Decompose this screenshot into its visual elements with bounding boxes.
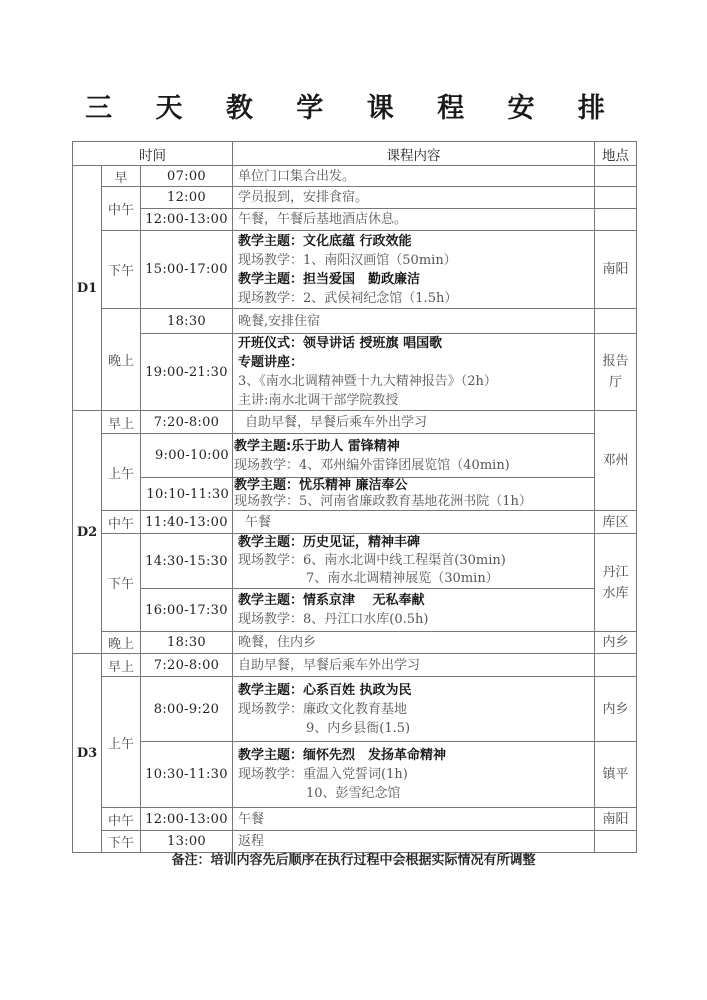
location	[595, 166, 637, 187]
content-line: 开班仪式：领导讲话 授班旗 唱国歌	[238, 336, 443, 351]
time: 12:00	[141, 187, 233, 209]
location	[595, 187, 637, 209]
content-line: 自助早餐，早餐后乘车外出学习	[238, 657, 421, 673]
table-row	[73, 411, 637, 434]
table-row	[73, 231, 637, 309]
content-line: 7、南水北调精神展览（30min）	[306, 571, 499, 586]
content-line: 10、彭雪纪念馆	[306, 786, 401, 801]
content-line: 教学主题：情系京津 无私奉献	[238, 593, 425, 608]
table-row	[73, 511, 637, 534]
content	[233, 589, 595, 632]
location: 丹江水库	[595, 534, 637, 632]
content-line: 现场教学：廉政文化教育基地	[238, 701, 408, 717]
day-label: D2	[73, 411, 102, 654]
content-line: 现场教学：4、邓州编外雷锋团展览馆（40min)	[234, 457, 510, 473]
time: 8:00-9:20	[141, 677, 233, 742]
content-line: 晚餐，住内乡	[238, 635, 317, 650]
content-line: 主讲:南水北调干部学院教授	[238, 393, 399, 408]
period: 上午	[102, 677, 141, 808]
time: 07:00	[141, 166, 233, 187]
period: 下午	[102, 534, 141, 632]
content-line: 单位门口集合出发。	[238, 168, 356, 184]
content-line: 现场教学：6、南水北调中线工程渠首(30min)	[238, 553, 506, 568]
period: 早	[102, 166, 141, 187]
table-row	[73, 334, 637, 411]
content-line: 学员报到，安排食宿。	[238, 190, 369, 205]
content	[233, 632, 595, 654]
content-line: 现场教学：1、南阳汉画馆（50min）	[238, 252, 457, 268]
content	[233, 434, 595, 478]
location: 内乡	[595, 677, 637, 742]
period: 晚上	[102, 309, 141, 411]
location	[595, 654, 637, 677]
time: 9:00-10:00	[141, 434, 233, 478]
location: 镇平	[595, 742, 637, 808]
table-row	[73, 677, 637, 742]
period: 上午	[102, 434, 141, 511]
time: 7:20-8:00	[141, 411, 233, 434]
header-location: 地点	[595, 142, 637, 166]
content	[233, 309, 595, 334]
content-line: 现场教学：重温入党誓词(1h)	[238, 767, 408, 782]
header-time: 时间	[73, 142, 233, 166]
content-line: 返程	[238, 834, 265, 849]
time: 19:00-21:30	[141, 334, 233, 411]
content-line: 教学主题：担当爱国 勤政廉洁	[238, 271, 421, 287]
time: 12:00-13:00	[141, 808, 233, 831]
header-content: 课程内容	[233, 142, 595, 166]
day-label: D3	[73, 654, 102, 853]
period: 中午	[102, 511, 141, 534]
table-row	[73, 187, 637, 209]
content-line: 现场教学：2、武侯祠纪念馆（1.5h）	[238, 290, 458, 306]
location	[595, 209, 637, 231]
table-row	[73, 632, 637, 654]
time: 18:30	[141, 632, 233, 654]
time: 11:40-13:00	[141, 511, 233, 534]
time: 10:30-11:30	[141, 742, 233, 808]
time: 12:00-13:00	[141, 209, 233, 231]
table-row	[73, 808, 637, 831]
location: 库区	[595, 511, 637, 534]
content-line: 教学主题：忧乐精神 廉洁奉公	[234, 478, 408, 493]
content	[233, 478, 595, 511]
content	[233, 166, 595, 187]
table-row	[73, 589, 637, 632]
time: 13:00	[141, 831, 233, 853]
schedule-table	[72, 141, 637, 853]
content-line: 午餐	[245, 514, 272, 530]
page-title: 三 天 教 学 课 程 安 排	[85, 93, 622, 124]
table-row	[73, 209, 637, 231]
content-line: 自助早餐，早餐后乘车外出学习	[245, 414, 428, 430]
content	[233, 411, 595, 434]
content-line: 3、《南水北调精神暨十九大精神报告》（2h）	[238, 374, 497, 389]
content	[233, 334, 595, 411]
content-line: 9、内乡县衙(1.5)	[306, 720, 411, 736]
content-line: 教学主题:乐于助人 雷锋精神	[234, 438, 400, 454]
period: 早上	[102, 654, 141, 677]
location: 南阳	[595, 231, 637, 309]
table-row	[73, 309, 637, 334]
content-line: 教学主题：心系百姓 执政为民	[238, 682, 412, 698]
content	[233, 209, 595, 231]
content	[233, 231, 595, 309]
table-row	[73, 534, 637, 589]
content	[233, 187, 595, 209]
content-line: 午餐，午餐后基地酒店休息。	[238, 212, 408, 227]
location: 内乡	[595, 632, 637, 654]
time: 10:10-11:30	[141, 478, 233, 511]
content	[233, 654, 595, 677]
content	[233, 808, 595, 831]
content-line: 教学主题：缅怀先烈 发扬革命精神	[238, 748, 447, 763]
location: 报告厅	[595, 334, 637, 411]
day-label: D1	[73, 166, 102, 411]
table-row	[73, 478, 637, 511]
content-line: 教学主题：文化底蕴 行政效能	[238, 233, 412, 249]
content	[233, 511, 595, 534]
period: 中午	[102, 187, 141, 231]
location: 南阳	[595, 808, 637, 831]
time: 15:00-17:00	[141, 231, 233, 309]
content-line: 晚餐,安排住宿	[238, 313, 321, 329]
time: 14:30-15:30	[141, 534, 233, 589]
table-row	[73, 742, 637, 808]
period: 下午	[102, 231, 141, 309]
content-line: 现场教学：5、河南省廉政教育基地花洲书院（1h）	[234, 494, 532, 509]
footnote: 备注：培训内容先后顺序在执行过程中会根据实际情况有所调整	[171, 853, 536, 868]
content	[233, 534, 595, 589]
header-row	[73, 142, 637, 166]
time: 7:20-8:00	[141, 654, 233, 677]
period: 中午	[102, 808, 141, 831]
location	[595, 309, 637, 334]
period: 下午	[102, 831, 141, 853]
table-row	[73, 434, 637, 478]
content-line: 专题讲座：	[238, 355, 304, 370]
table-row	[73, 654, 637, 677]
content-line: 午餐	[238, 811, 265, 827]
content	[233, 742, 595, 808]
time: 16:00-17:30	[141, 589, 233, 632]
content-line: 教学主题：历史见证，精神丰碑	[238, 535, 421, 550]
location: 邓州	[595, 411, 637, 511]
content	[233, 677, 595, 742]
table-row	[73, 166, 637, 187]
content-line: 现场教学：8、丹江口水库(0.5h)	[238, 612, 429, 627]
time: 18:30	[141, 309, 233, 334]
period: 晚上	[102, 632, 141, 654]
period: 早上	[102, 411, 141, 434]
